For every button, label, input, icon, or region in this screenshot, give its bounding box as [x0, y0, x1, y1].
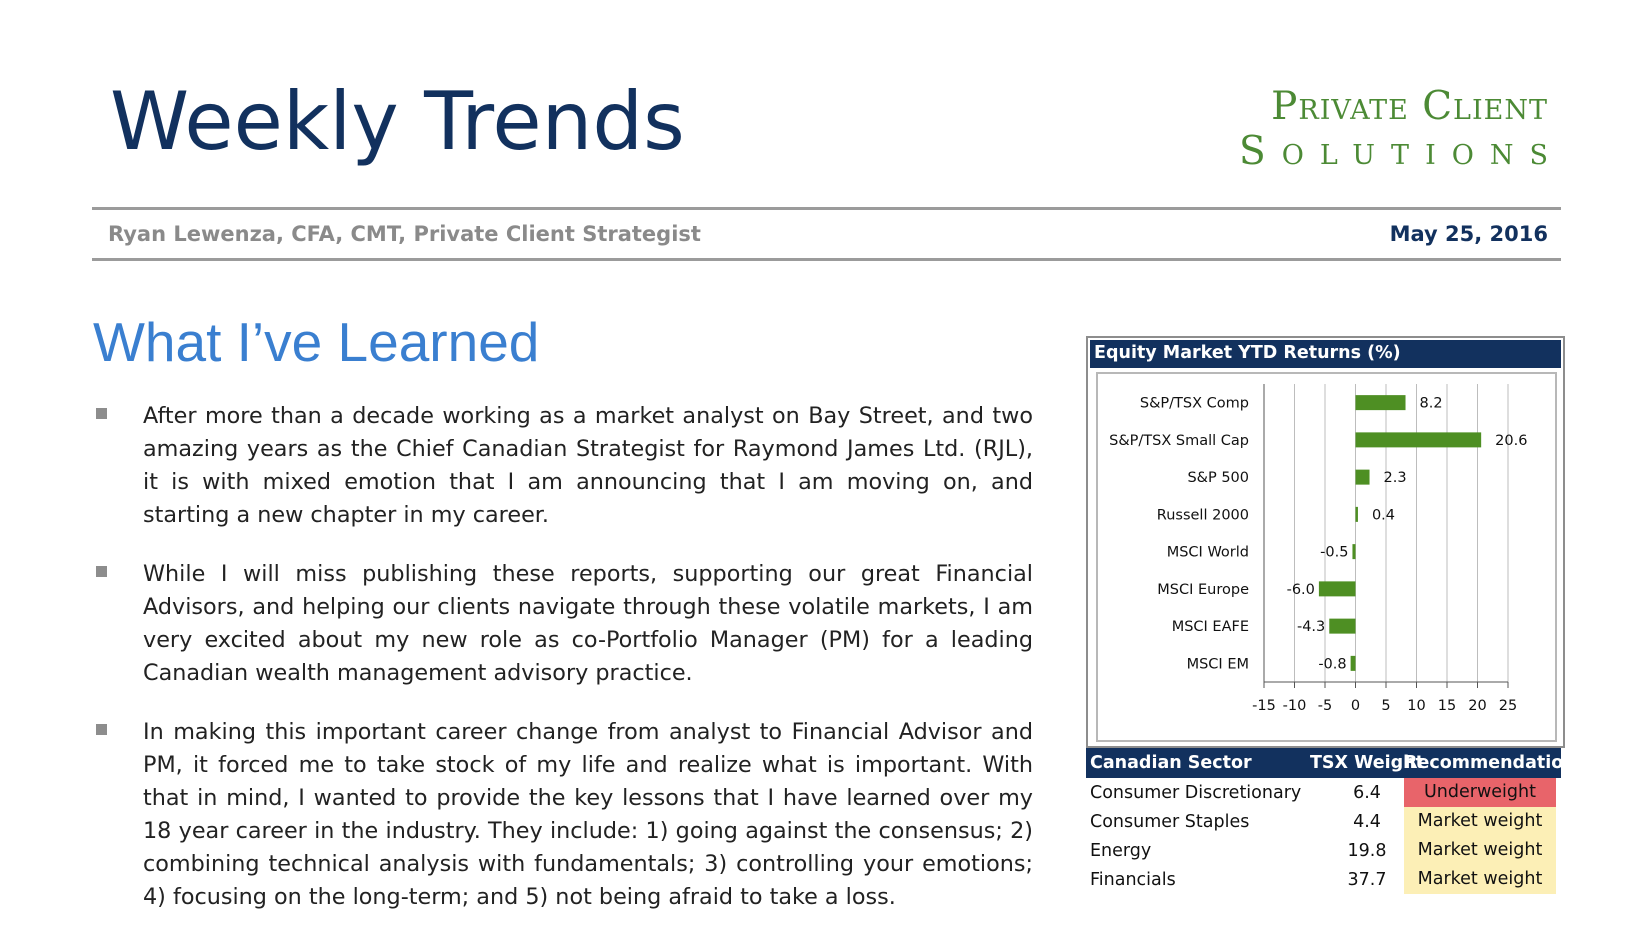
- category-label: MSCI Europe: [1157, 581, 1249, 598]
- header-recommendation: Recommendation: [1404, 753, 1576, 773]
- sector-name: Consumer Staples: [1090, 812, 1250, 832]
- data-label: -0.5: [1320, 544, 1349, 561]
- sector-weight: 4.4: [1353, 812, 1381, 832]
- bar: [1351, 656, 1356, 671]
- data-label: -6.0: [1286, 581, 1315, 598]
- sector-weight: 6.4: [1353, 783, 1381, 803]
- x-tick-label: 10: [1407, 698, 1426, 714]
- recommendation-cell: Market weight: [1404, 807, 1556, 836]
- bullet-text: After more than a decade working as a market analyst on Bay Street, and two amazing years as the Chief Canadian Strategist for Raymond James Ltd. (RJL), it is with mixed emotion that I am announcing that I am moving on, and starting a new chapter in my career.: [143, 403, 1033, 528]
- table-row: [1086, 836, 1561, 865]
- data-label: 20.6: [1495, 432, 1528, 449]
- data-label: -0.8: [1318, 656, 1347, 673]
- sector-name: Consumer Discretionary: [1090, 783, 1302, 803]
- category-label: MSCI EM: [1186, 656, 1249, 673]
- list-item: [96, 716, 1033, 914]
- recommendation-cell: Market weight: [1404, 865, 1556, 894]
- recommendation-cell: Underweight: [1404, 778, 1556, 807]
- bullet-square-icon: [96, 408, 107, 419]
- chart-title: Equity Market YTD Returns (%): [1094, 343, 1401, 363]
- bullet-square-icon: [96, 724, 107, 735]
- sector-weight: 37.7: [1347, 870, 1387, 890]
- returns-bar-chart: [1098, 374, 1555, 740]
- report-title: Weekly Trends: [110, 75, 685, 168]
- x-tick-label: 0: [1350, 698, 1361, 714]
- header-sector: Canadian Sector: [1090, 753, 1252, 773]
- category-label: S&P/TSX Comp: [1139, 395, 1249, 412]
- bar: [1356, 395, 1406, 410]
- sector-name: Financials: [1090, 870, 1176, 890]
- category-label: MSCI EAFE: [1171, 619, 1249, 636]
- author-line: Ryan Lewenza, CFA, CMT, Private Client Strategist: [108, 222, 701, 246]
- bar: [1356, 470, 1370, 485]
- x-tick-label: -5: [1317, 698, 1333, 714]
- table-row: [1086, 807, 1561, 836]
- x-tick-label: 15: [1437, 698, 1457, 714]
- recommendation-cell: Market weight: [1404, 836, 1556, 865]
- logo-line-2: Solutions: [1239, 129, 1564, 174]
- header-top-divider: [92, 207, 1561, 210]
- x-tick-label: 25: [1498, 698, 1518, 714]
- bullet-text: While I will miss publishing these reports, supporting our great Financial Advisors, and helping our clients navigate through these volatile markets, I am very excited about my new role as co-Portfolio Manager (PM) for a leading Canadian wealth management advisory practice.: [143, 561, 1033, 686]
- category-label: S&P 500: [1187, 470, 1249, 487]
- table-header-row: [1086, 748, 1576, 778]
- bullet-text: In making this important career change from analyst to Financial Advisor and PM, it forced me to take stock of my life and realize what is important. With that in mind, I wanted to provide the key lessons that I have learned over my 18 year career in the industry. They include: 1) going against the consensus; 2) combining technical analysis with fundamentals; 3) controlling your emotions; 4) focusing on the long-term; and 5) not being afraid to take a loss.: [143, 719, 1033, 910]
- list-item: [96, 558, 1033, 690]
- data-label: 8.2: [1419, 395, 1443, 412]
- chart-area: [1096, 372, 1557, 742]
- bar: [1356, 507, 1358, 522]
- company-logo: [1190, 84, 1564, 174]
- bullet-square-icon: [96, 566, 107, 577]
- bullet-list: [96, 400, 1033, 940]
- bar: [1329, 619, 1355, 634]
- category-label: Russell 2000: [1156, 507, 1249, 524]
- x-tick-label: -10: [1282, 698, 1307, 714]
- list-item: [96, 400, 1033, 532]
- equity-returns-panel: [1086, 336, 1565, 748]
- table-row: [1086, 865, 1561, 894]
- table-row: [1086, 778, 1561, 807]
- data-label: -4.3: [1296, 619, 1326, 636]
- x-tick-label: 20: [1468, 698, 1487, 714]
- header-weight: TSX Weight: [1309, 753, 1425, 773]
- x-tick-label: -15: [1252, 698, 1276, 714]
- sector-name: Energy: [1090, 841, 1152, 861]
- bar: [1319, 581, 1356, 596]
- category-label: S&P/TSX Small Cap: [1109, 432, 1249, 449]
- category-label: MSCI World: [1166, 544, 1249, 561]
- sector-weight: 19.8: [1347, 841, 1387, 861]
- x-tick-label: 5: [1381, 698, 1391, 714]
- report-date: May 25, 2016: [1389, 222, 1548, 246]
- section-title: What I’ve Learned: [93, 311, 540, 373]
- header-bottom-divider: [92, 258, 1561, 261]
- bar: [1356, 432, 1482, 447]
- logo-line-1: Private Client: [1271, 84, 1548, 129]
- chart-header: [1090, 340, 1561, 368]
- bar: [1352, 544, 1355, 559]
- data-label: 0.4: [1371, 507, 1396, 524]
- data-label: 2.3: [1383, 470, 1407, 487]
